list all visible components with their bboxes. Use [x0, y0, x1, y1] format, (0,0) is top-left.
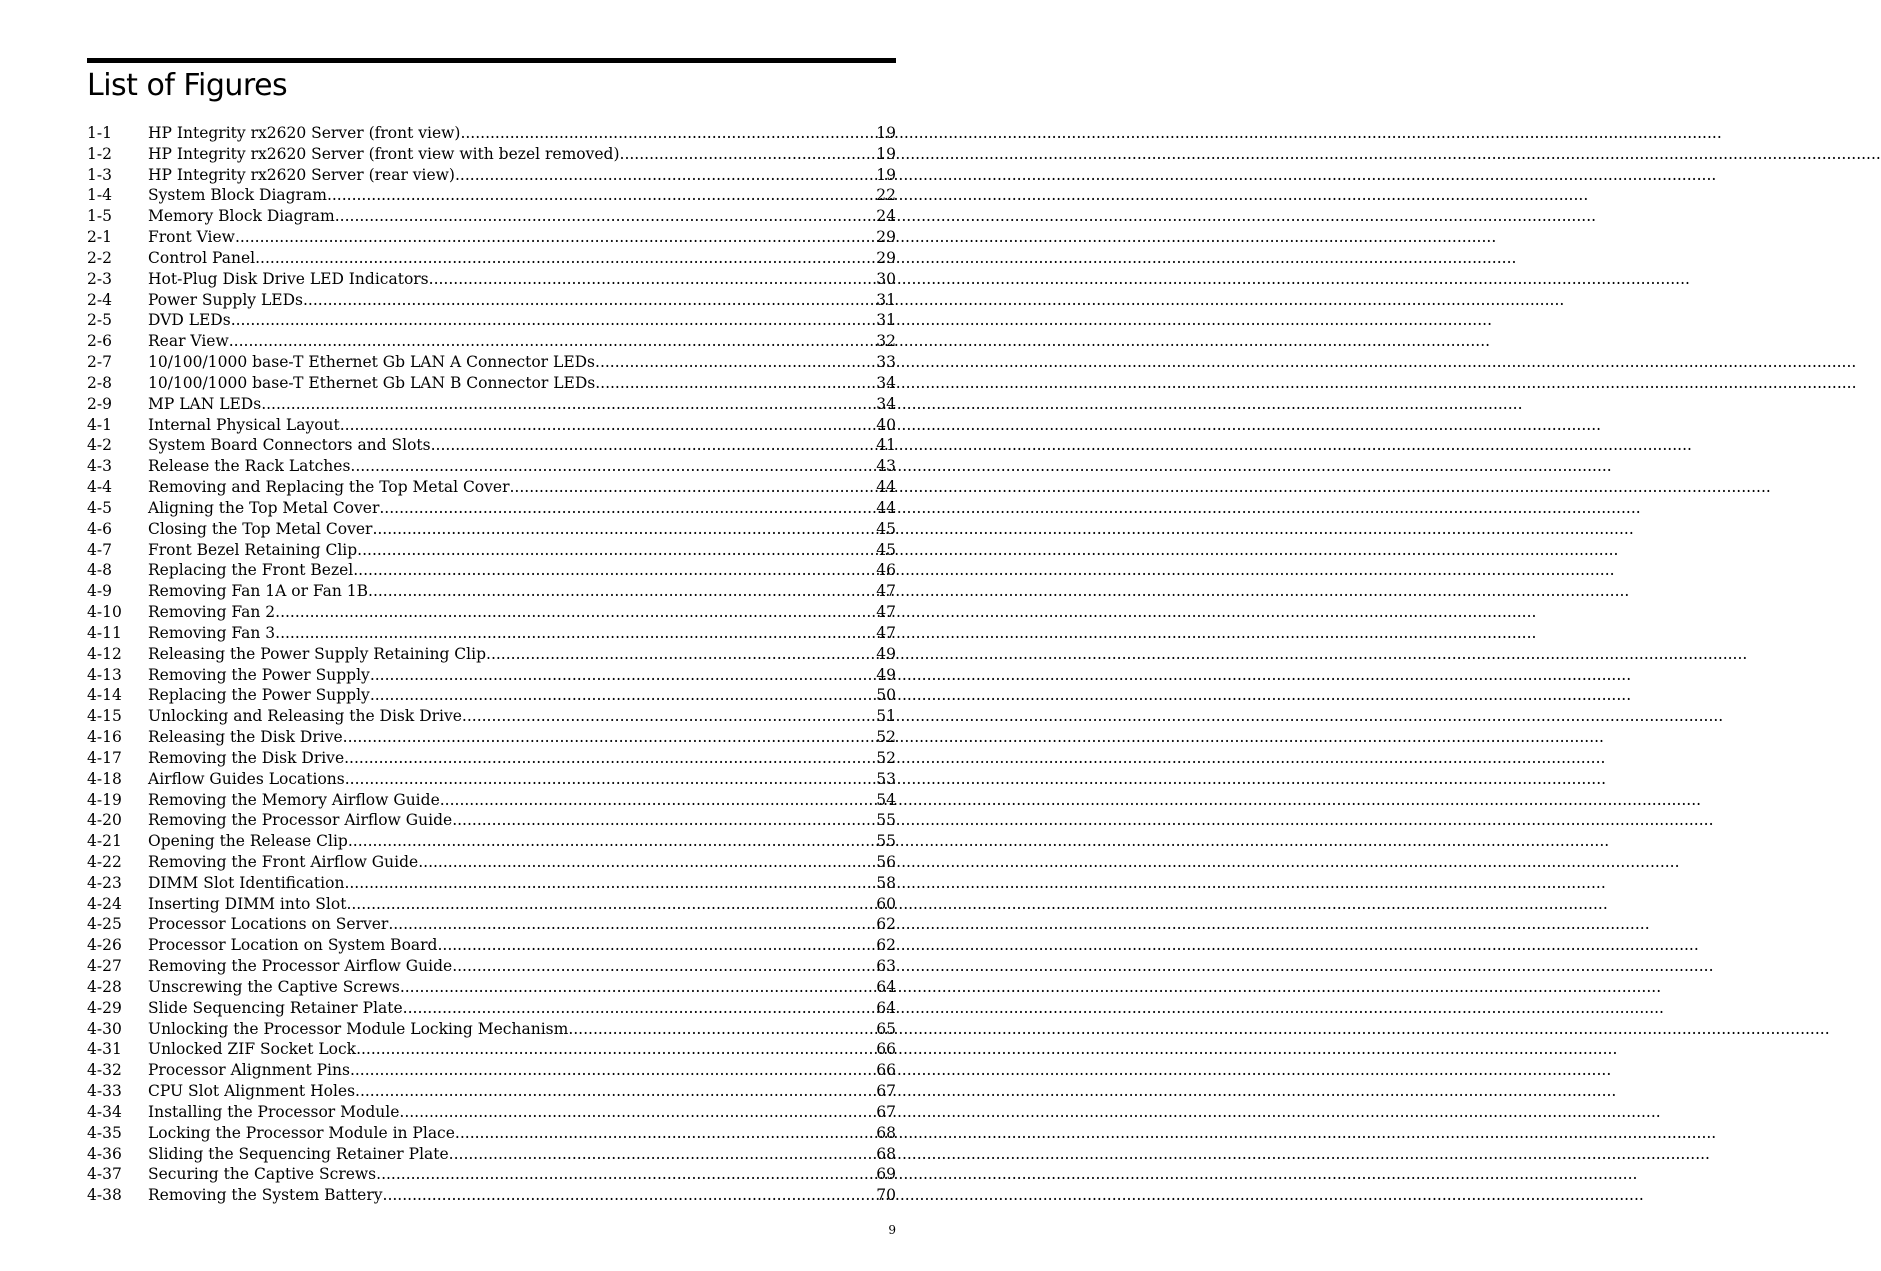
figure-entry[interactable] — [87, 352, 896, 373]
figure-page-link[interactable]: 55 — [876, 811, 896, 830]
figure-entry[interactable] — [87, 581, 896, 602]
figure-entry[interactable] — [87, 1185, 896, 1206]
figure-entry[interactable] — [87, 623, 896, 644]
figure-entry[interactable] — [87, 1144, 896, 1165]
figure-number: 1-5 — [87, 207, 112, 226]
figure-entry[interactable] — [87, 914, 896, 935]
figure-page-link[interactable]: 40 — [876, 415, 896, 434]
figure-entry[interactable] — [87, 1102, 896, 1123]
dot-leader — [486, 644, 876, 665]
figure-number: 1-2 — [87, 144, 112, 163]
figure-page-link[interactable]: 67 — [876, 1102, 896, 1121]
figure-page-link[interactable]: 34 — [876, 394, 896, 413]
figure-page-link[interactable]: 52 — [876, 748, 896, 767]
figure-title-link[interactable]: Unlocking the Processor Module Locking Mechanism — [148, 1019, 569, 1038]
figure-title-link[interactable]: Replacing the Power Supply — [148, 686, 370, 705]
dot-leader — [372, 519, 876, 540]
dot-leader — [509, 477, 876, 498]
figure-title-link[interactable]: Installing the Processor Module — [148, 1102, 400, 1121]
figure-page-link[interactable]: 60 — [876, 894, 896, 913]
figure-entry[interactable] — [87, 1081, 896, 1102]
dot-leader — [255, 248, 876, 269]
dot-leader — [388, 914, 876, 935]
dot-leader — [344, 873, 876, 894]
dot-leader — [231, 310, 877, 331]
figure-number: 2-3 — [87, 269, 112, 288]
figure-number: 4-25 — [87, 915, 122, 934]
dot-leader — [275, 623, 876, 644]
figure-entry[interactable] — [87, 456, 896, 477]
figure-page-link[interactable]: 29 — [876, 248, 896, 267]
dot-leader — [345, 769, 877, 790]
figure-page-link[interactable]: 62 — [876, 936, 896, 955]
figure-entry[interactable] — [87, 415, 896, 436]
figure-page-link[interactable]: 31 — [876, 290, 896, 309]
figure-entry[interactable] — [87, 602, 896, 623]
figure-title-link[interactable]: Unscrewing the Captive Screws — [148, 977, 400, 996]
dot-leader — [350, 1060, 876, 1081]
page-number: 9 — [888, 1223, 896, 1237]
figure-number: 4-1 — [87, 415, 112, 434]
figure-entry[interactable] — [87, 769, 896, 790]
figure-title-link[interactable]: CPU Slot Alignment Holes — [148, 1082, 356, 1101]
dot-leader — [568, 1019, 876, 1040]
figure-page-link[interactable]: 66 — [876, 1061, 896, 1080]
figure-number: 4-12 — [87, 644, 122, 663]
figure-page-link[interactable]: 52 — [876, 728, 896, 747]
dot-leader — [370, 685, 876, 706]
figure-page-link[interactable]: 47 — [876, 603, 896, 622]
figure-page-link[interactable]: 29 — [876, 228, 896, 247]
figure-entry[interactable] — [87, 894, 896, 915]
figure-number: 4-33 — [87, 1082, 122, 1101]
dot-leader — [595, 373, 876, 394]
figure-number: 4-4 — [87, 478, 112, 497]
figure-entry[interactable] — [87, 665, 896, 686]
figure-number: 4-18 — [87, 769, 122, 788]
figure-number: 2-4 — [87, 290, 112, 309]
figure-entry[interactable] — [87, 748, 896, 769]
dot-leader — [620, 144, 877, 165]
figure-page-link[interactable]: 51 — [876, 707, 896, 726]
figure-page-link[interactable]: 49 — [876, 644, 896, 663]
figure-number: 4-7 — [87, 540, 112, 559]
figure-number: 1-3 — [87, 165, 112, 184]
dot-leader — [348, 831, 876, 852]
figure-title-link[interactable]: Control Panel — [148, 248, 256, 267]
figure-page-link[interactable]: 32 — [876, 332, 896, 351]
figure-page-link[interactable]: 65 — [876, 1019, 896, 1038]
figure-title-link[interactable]: Front View — [148, 228, 235, 247]
figure-title-link[interactable]: HP Integrity rx2620 Server (front view) — [148, 124, 461, 142]
dot-leader — [368, 581, 876, 602]
figure-page-link[interactable]: 45 — [876, 519, 896, 538]
dot-leader — [356, 1039, 876, 1060]
figure-number: 2-2 — [87, 248, 112, 267]
figure-number: 4-34 — [87, 1102, 122, 1121]
dot-leader — [335, 206, 877, 227]
figure-number: 4-9 — [87, 582, 112, 601]
figure-entry[interactable] — [87, 685, 896, 706]
figure-page-link[interactable]: 67 — [876, 1082, 896, 1101]
figure-number: 4-22 — [87, 852, 122, 871]
figure-number: 2-7 — [87, 353, 112, 372]
figure-page-link[interactable]: 41 — [876, 436, 896, 455]
figure-page-link[interactable]: 66 — [876, 1040, 896, 1059]
dot-leader — [229, 331, 877, 352]
figure-title-link[interactable]: HP Integrity rx2620 Server (rear view) — [148, 165, 455, 184]
figure-number: 1-4 — [87, 186, 112, 205]
figure-entry[interactable] — [87, 1039, 896, 1060]
figure-page-link[interactable]: 47 — [876, 623, 896, 642]
figure-number: 4-26 — [87, 936, 122, 955]
figure-title-link[interactable]: Releasing the Disk Drive — [148, 728, 343, 747]
figure-entry[interactable] — [87, 1060, 896, 1081]
figure-page-link[interactable]: 31 — [876, 311, 896, 330]
figure-title-link[interactable]: Removing the Disk Drive — [148, 748, 345, 767]
figure-entry[interactable] — [87, 560, 896, 581]
dot-leader — [340, 415, 877, 436]
figure-entry[interactable] — [87, 644, 896, 665]
dot-leader — [350, 456, 876, 477]
figure-page-link[interactable]: 30 — [876, 269, 896, 288]
figure-title-link[interactable]: Removing Fan 2 — [148, 603, 276, 622]
figure-page-link[interactable]: 55 — [876, 832, 896, 851]
figure-number: 4-27 — [87, 957, 122, 976]
figure-entry[interactable] — [87, 185, 896, 206]
figure-entry[interactable] — [87, 1164, 896, 1185]
figure-entry[interactable] — [87, 1019, 896, 1040]
dot-leader — [355, 1081, 876, 1102]
figure-title-link[interactable]: Processor Locations on Server — [148, 915, 389, 934]
dot-leader — [462, 706, 876, 727]
figure-entry[interactable] — [87, 394, 896, 415]
dot-leader — [376, 1164, 876, 1185]
figure-page-link[interactable]: 54 — [876, 790, 896, 809]
figure-entry[interactable] — [87, 144, 896, 165]
dot-leader — [455, 1123, 876, 1144]
figure-title-link[interactable]: Opening the Release Clip — [148, 832, 348, 851]
figure-entry[interactable] — [87, 873, 896, 894]
figure-entry[interactable] — [87, 519, 896, 540]
figure-page-link[interactable]: 22 — [876, 186, 896, 205]
figure-entry[interactable] — [87, 935, 896, 956]
dot-leader — [431, 435, 877, 456]
figure-title-link[interactable]: Securing the Captive Screws — [148, 1165, 377, 1184]
figure-page-link[interactable]: 50 — [876, 686, 896, 705]
figure-title-link[interactable]: Memory Block Diagram — [148, 207, 335, 226]
dot-leader — [399, 1102, 876, 1123]
figure-number: 4-3 — [87, 457, 112, 476]
figure-list — [87, 123, 896, 1206]
dot-leader — [357, 540, 876, 561]
figure-title-link[interactable]: Removing the Memory Airflow Guide — [148, 790, 440, 809]
figure-title-link[interactable]: Unlocked ZIF Socket Lock — [148, 1040, 357, 1059]
figure-page-link[interactable]: 68 — [876, 1123, 896, 1142]
dot-leader — [383, 1185, 877, 1206]
figure-page-link[interactable]: 19 — [876, 165, 896, 184]
figure-page-link[interactable]: 43 — [876, 457, 896, 476]
figure-title-link[interactable]: Processor Location on System Board — [148, 936, 438, 955]
figure-number: 2-5 — [87, 311, 112, 330]
top-rule — [87, 58, 896, 63]
figure-number: 2-1 — [87, 228, 112, 247]
figure-title-link[interactable]: Hot-Plug Disk Drive LED Indicators — [148, 269, 429, 288]
figure-entry[interactable] — [87, 310, 896, 331]
dot-leader — [449, 1144, 877, 1165]
dot-leader — [460, 123, 876, 144]
figure-entry[interactable] — [87, 373, 896, 394]
figure-title-link[interactable]: Locking the Processor Module in Place — [148, 1123, 455, 1142]
figure-number: 4-19 — [87, 790, 122, 809]
figure-title-link[interactable]: Airflow Guides Locations — [148, 769, 345, 788]
figure-title-link[interactable]: Removing the Processor Airflow Guide — [148, 811, 453, 830]
figure-title-link[interactable]: Aligning the Top Metal Cover — [148, 498, 380, 517]
figure-title-link[interactable]: DIMM Slot Identification — [148, 873, 345, 892]
figure-number: 4-32 — [87, 1061, 122, 1080]
figure-page-link[interactable]: 34 — [876, 373, 896, 392]
figure-entry[interactable] — [87, 852, 896, 873]
figure-page-link[interactable]: 69 — [876, 1165, 896, 1184]
figure-page-link[interactable]: 68 — [876, 1144, 896, 1163]
figure-page-link[interactable]: 64 — [876, 977, 896, 996]
figure-title-link[interactable]: Removing Fan 1A or Fan 1B — [148, 582, 369, 601]
dot-leader — [418, 852, 876, 873]
figure-number: 4-15 — [87, 707, 122, 726]
dot-leader — [327, 185, 876, 206]
figure-number: 4-14 — [87, 686, 122, 705]
figure-title-link[interactable]: Removing the Front Airflow Guide — [148, 852, 419, 871]
dot-leader — [437, 935, 876, 956]
figure-entry[interactable] — [87, 977, 896, 998]
figure-entry[interactable] — [87, 331, 896, 352]
figure-number: 4-11 — [87, 623, 122, 642]
figure-page-link[interactable]: 46 — [876, 561, 896, 580]
figure-page-link[interactable]: 62 — [876, 915, 896, 934]
figure-entry[interactable] — [87, 498, 896, 519]
figure-title-link[interactable]: Sliding the Sequencing Retainer Plate — [148, 1144, 449, 1163]
dot-leader — [353, 560, 876, 581]
figure-number: 4-38 — [87, 1186, 122, 1205]
dot-leader — [452, 810, 876, 831]
figure-title-link[interactable]: HP Integrity rx2620 Server (front view with bezel removed) — [148, 144, 620, 163]
figure-entry[interactable] — [87, 206, 896, 227]
figure-page-link[interactable]: 24 — [876, 207, 896, 226]
figure-entry[interactable] — [87, 248, 896, 269]
figure-title-link[interactable]: Rear View — [148, 332, 229, 351]
figure-entry[interactable] — [87, 540, 896, 561]
figure-number: 4-21 — [87, 832, 122, 851]
figure-entry[interactable] — [87, 227, 896, 248]
figure-title-link[interactable]: Closing the Top Metal Cover — [148, 519, 373, 538]
figure-number: 4-37 — [87, 1165, 122, 1184]
figure-entry[interactable] — [87, 706, 896, 727]
page-title: List of Figures — [87, 68, 288, 103]
dot-leader — [440, 790, 877, 811]
figure-number: 4-13 — [87, 665, 122, 684]
figure-entry[interactable] — [87, 727, 896, 748]
figure-number: 4-5 — [87, 498, 112, 517]
dot-leader — [595, 352, 876, 373]
figure-number: 4-30 — [87, 1019, 122, 1038]
figure-page-link[interactable]: 47 — [876, 582, 896, 601]
dot-leader — [344, 748, 876, 769]
figure-number: 4-2 — [87, 436, 112, 455]
figure-number: 4-29 — [87, 998, 122, 1017]
figure-title-link[interactable]: System Block Diagram — [148, 186, 327, 205]
figure-title-link[interactable]: Slide Sequencing Retainer Plate — [148, 998, 403, 1017]
dot-leader — [343, 727, 877, 748]
dot-leader — [403, 998, 877, 1019]
figure-page-link[interactable]: 70 — [876, 1186, 896, 1205]
figure-entry[interactable] — [87, 1123, 896, 1144]
figure-number: 4-35 — [87, 1123, 122, 1142]
figure-number: 4-6 — [87, 519, 112, 538]
figure-entry[interactable] — [87, 831, 896, 852]
figure-number: 4-17 — [87, 748, 122, 767]
figure-title-link[interactable]: Processor Alignment Pins — [148, 1061, 350, 1080]
dot-leader — [379, 498, 876, 519]
figure-title-link[interactable]: Replacing the Front Bezel — [148, 561, 354, 580]
dot-leader — [346, 894, 876, 915]
figure-entry[interactable] — [87, 477, 896, 498]
figure-number: 4-10 — [87, 603, 122, 622]
figure-title-link[interactable]: Release the Rack Latches — [148, 457, 351, 476]
figure-title-link[interactable]: 10/100/1000 base-T Ethernet Gb LAN B Connector LEDs — [148, 373, 596, 392]
figure-entry[interactable] — [87, 123, 896, 144]
dot-leader — [275, 602, 876, 623]
figure-page-link[interactable]: 49 — [876, 665, 896, 684]
figure-entry[interactable] — [87, 165, 896, 186]
figure-entry[interactable] — [87, 435, 896, 456]
figure-entry[interactable] — [87, 998, 896, 1019]
figure-entry[interactable] — [87, 790, 896, 811]
figure-number: 2-8 — [87, 373, 112, 392]
dot-leader — [261, 394, 876, 415]
figure-entry[interactable] — [87, 810, 896, 831]
figure-number: 4-8 — [87, 561, 112, 580]
figure-title-link[interactable]: Removing the System Battery — [148, 1186, 383, 1205]
figure-title-link[interactable]: Power Supply LEDs — [148, 290, 303, 309]
figure-page-link[interactable]: 44 — [876, 478, 896, 497]
figure-number: 4-31 — [87, 1040, 122, 1059]
figure-title-link[interactable]: Removing the Processor Airflow Guide — [148, 957, 453, 976]
figure-page-link[interactable]: 56 — [876, 852, 896, 871]
figure-title-link[interactable]: MP LAN LEDs — [148, 394, 262, 413]
figure-number: 4-24 — [87, 894, 122, 913]
figure-title-link[interactable]: Releasing the Power Supply Retaining Clip — [148, 644, 487, 663]
figure-number: 2-9 — [87, 394, 112, 413]
dot-leader — [400, 977, 876, 998]
figure-title-link[interactable]: Unlocking and Releasing the Disk Drive — [148, 707, 462, 726]
dot-leader — [370, 665, 876, 686]
figure-page-link[interactable]: 45 — [876, 540, 896, 559]
figure-entry[interactable] — [87, 956, 896, 977]
figure-title-link[interactable]: Removing and Replacing the Top Metal Cover — [148, 478, 510, 497]
figure-title-link[interactable]: System Board Connectors and Slots — [148, 436, 431, 455]
figure-title-link[interactable]: Internal Physical Layout — [148, 415, 340, 434]
figure-entry[interactable] — [87, 269, 896, 290]
figure-title-link[interactable]: Inserting DIMM into Slot — [148, 894, 347, 913]
dot-leader — [429, 269, 877, 290]
figure-number: 4-23 — [87, 873, 122, 892]
figure-page-link[interactable]: 44 — [876, 498, 896, 517]
figure-number: 4-28 — [87, 977, 122, 996]
figure-number: 4-16 — [87, 728, 122, 747]
dot-leader — [455, 165, 876, 186]
figure-entry[interactable] — [87, 290, 896, 311]
figure-page-link[interactable]: 33 — [876, 353, 896, 372]
figure-page-link[interactable]: 19 — [876, 124, 896, 142]
figure-title-link[interactable]: Removing Fan 3 — [148, 623, 276, 642]
figure-page-link[interactable]: 63 — [876, 957, 896, 976]
figure-title-link[interactable]: 10/100/1000 base-T Ethernet Gb LAN A Connector LEDs — [148, 353, 596, 372]
figure-page-link[interactable]: 19 — [876, 144, 896, 163]
figure-title-link[interactable]: Front Bezel Retaining Clip — [148, 540, 358, 559]
figure-page-link[interactable]: 64 — [876, 998, 896, 1017]
dot-leader — [303, 290, 876, 311]
figure-number: 1-1 — [87, 124, 112, 142]
dot-leader — [452, 956, 876, 977]
figure-page-link[interactable]: 58 — [876, 873, 896, 892]
figure-title-link[interactable]: DVD LEDs — [148, 311, 231, 330]
figure-number: 4-36 — [87, 1144, 122, 1163]
figure-number: 4-20 — [87, 811, 122, 830]
figure-title-link[interactable]: Removing the Power Supply — [148, 665, 370, 684]
figure-page-link[interactable]: 53 — [876, 769, 896, 788]
figure-number: 2-6 — [87, 332, 112, 351]
dot-leader — [235, 227, 876, 248]
